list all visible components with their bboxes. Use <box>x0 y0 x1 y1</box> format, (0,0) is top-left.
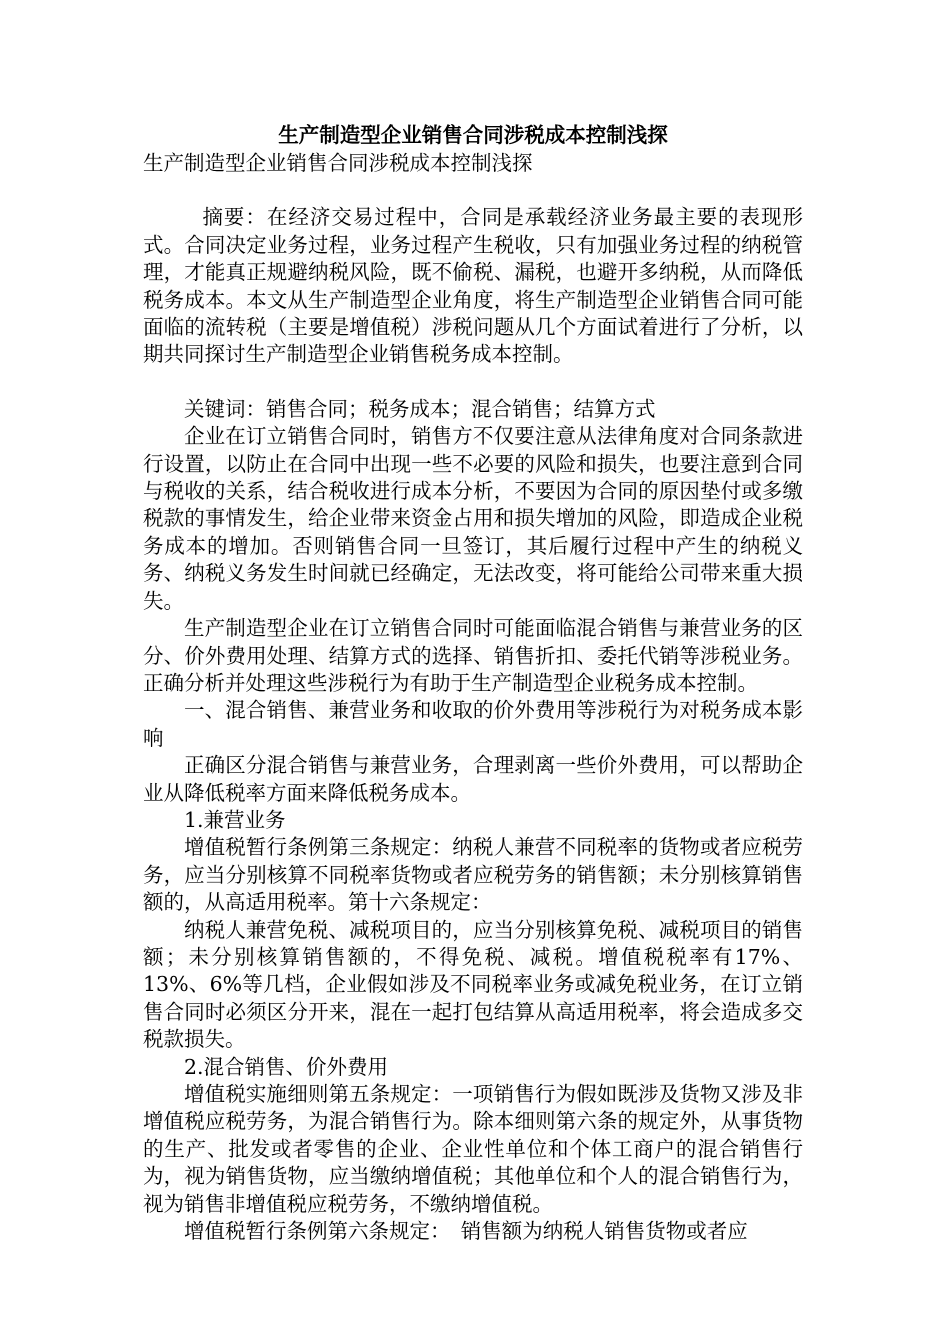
keywords-paragraph: 关键词：销售合同；税务成本；混合销售；结算方式 <box>184 396 656 421</box>
document-title: 生产制造型企业销售合同涉税成本控制浅探 <box>278 123 668 147</box>
body-paragraph: 生产制造型企业在订立销售合同时可能面临混合销售与兼营业务的区分、价外费用处理、结算方式的选择、销售折扣、委托代销等涉税业务。正确分析并处理这些涉税行为有助于生产制造型企业税务成本控制。 <box>143 616 803 695</box>
abstract-paragraph: 摘要：在经济交易过程中，合同是承载经济业务最主要的表现形式。合同决定业务过程，业务过程产生税收，只有加强业务过程的纳税管理，才能真正规避纳税风险，既不偷税、漏税，也避开多纳税，从而降低税务成本。本文从生产制造型企业角度，将生产制造型企业销售合同可能面临的流转税（主要是增值税）涉税问题从几个方面试着进行了分析，以期共同探讨生产制造型企业销售税务成本控制。 <box>143 205 803 367</box>
body-paragraph: 纳税人兼营免税、减税项目的，应当分别核算免税、减税项目的销售额；未分别核算销售额的，不得免税、减税。增值税税率有17%、13%、6%等几档，企业假如涉及不同税率业务或减免税业务，在订立销售合同时必须区分开来，混在一起打包结算从高适用税率，将会造成多交税款损失。 <box>143 917 803 1052</box>
section-heading: 一、混合销售、兼营业务和收取的价外费用等涉税行为对税务成本影响 <box>143 698 803 750</box>
body-paragraph: 增值税暂行条例第六条规定： 销售额为纳税人销售货物或者应 <box>184 1219 748 1244</box>
body-paragraph: 增值税暂行条例第三条规定：纳税人兼营不同税率的货物或者应税劳务，应当分别核算不同税率货物或者应税劳务的销售额；未分别核算销售额的，从高适用税率。第十六条规定： <box>143 835 803 915</box>
body-paragraph: 增值税实施细则第五条规定：一项销售行为假如既涉及货物又涉及非增值税应税劳务，为混合销售行为。除本细则第六条的规定外，从事货物的生产、批发或者零售的企业、企业性单位和个体工商户的混合销售行为，视为销售货物，应当缴纳增值税；其他单位和个人的混合销售行为，视为销售非增值税应税劳务，不缴纳增值税。 <box>143 1082 803 1216</box>
document-subtitle: 生产制造型企业销售合同涉税成本控制浅探 <box>143 151 533 175</box>
body-paragraph: 企业在订立销售合同时，销售方不仅要注意从法律角度对合同条款进行设置，以防止在合同中出现一些不必要的风险和损失，也要注意到合同与税收的关系，结合税收进行成本分析，不要因为合同的原因垫付或多缴税款的事情发生，给企业带来资金占用和损失增加的风险，即造成企业税务成本的增加。否则销售合同一旦签订，其后履行过程中产生的纳税义务、纳税义务发生时间就已经确定，无法改变，将可能给公司带来重大损失。 <box>143 424 803 613</box>
subsection-heading: 2.混合销售、价外费用 <box>184 1054 389 1079</box>
document-page <box>143 122 803 1245</box>
subsection-heading: 1.兼营业务 <box>184 807 286 832</box>
body-paragraph: 正确区分混合销售与兼营业务，合理剥离一些价外费用，可以帮助企业从降低税率方面来降低税务成本。 <box>143 753 803 805</box>
